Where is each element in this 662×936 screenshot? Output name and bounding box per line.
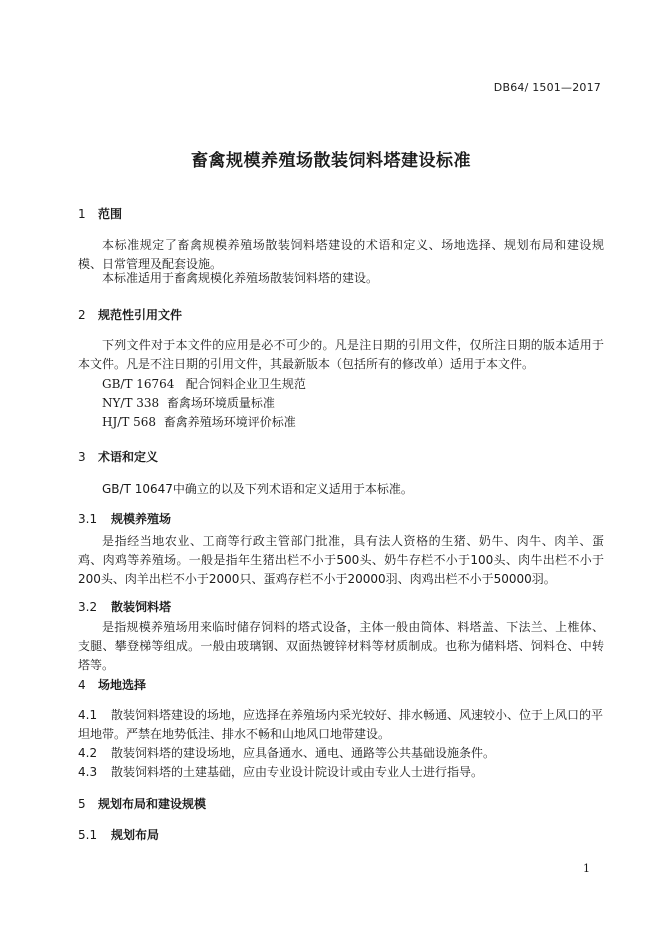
section-title: 术语和定义 — [98, 450, 159, 464]
section-2-heading — [78, 306, 182, 323]
section-1-paragraph-2: 本标准适用于畜禽规模化养殖场散装饲料塔的建设。 — [102, 271, 379, 285]
term-title: 规模养殖场 — [111, 512, 172, 526]
term-3-2-heading — [78, 598, 171, 615]
reference-code: NY/T 338 — [102, 396, 160, 410]
subsection-number: 5.1 — [78, 828, 98, 842]
section-3-paragraph-1: GB/T 10647中确立的以及下列术语和定义适用于本标准。 — [102, 482, 413, 496]
normative-reference — [102, 394, 275, 411]
normative-reference — [102, 375, 306, 392]
reference-title: 配合饲料企业卫生规范 — [185, 377, 306, 391]
term-3-2-definition: 是指规模养殖场用来临时储存饲料的塔式设备，主体一般由筒体、料塔盖、下法兰、上椎体、支腿、攀登梯等组成。一般由玻璃钢、双面热镀锌材料等材质制成。也称为储料塔、饲料仓、中转塔等。 — [78, 620, 604, 672]
clause-number: 4.2 — [78, 746, 98, 760]
term-number: 3.1 — [78, 512, 98, 526]
document-title: 畜禽规模养殖场散装饲料塔建设标准 — [191, 151, 471, 171]
clause-4-2 — [78, 744, 604, 763]
section-title: 场地选择 — [98, 678, 147, 692]
term-3-1-heading — [78, 510, 171, 527]
reference-code: GB/T 16764 — [102, 377, 175, 391]
section-3-heading — [78, 448, 158, 465]
section-title: 范围 — [98, 207, 123, 221]
reference-title: 畜禽养殖场环境评价标准 — [163, 415, 296, 429]
section-title: 规范性引用文件 — [98, 308, 183, 322]
reference-title: 畜禽场环境质量标准 — [166, 396, 275, 410]
standard-code: DB64/ 1501—2017 — [493, 81, 601, 94]
section-number: 2 — [78, 308, 86, 322]
page-number: 1 — [583, 862, 590, 875]
section-number: 1 — [78, 207, 86, 221]
section-number: 5 — [78, 797, 86, 811]
term-number: 3.2 — [78, 600, 98, 614]
reference-code: HJ/T 568 — [102, 415, 157, 429]
clause-4-1 — [78, 706, 604, 744]
clause-text: 散装饲料塔建设的场地，应选择在养殖场内采光较好、排水畅通、风速较小、位于上风口的平坦地带。严禁在地势低洼、排水不畅和山地风口地带建设。 — [78, 708, 604, 741]
clause-4-3 — [78, 763, 604, 782]
section-2-paragraph-1: 下列文件对于本文件的应用是必不可少的。凡是注日期的引用文件，仅所注日期的版本适用于本文件。凡是不注日期的引用文件，其最新版本（包括所有的修改单）适用于本文件。 — [78, 338, 604, 371]
clause-number: 4.1 — [78, 708, 98, 722]
term-title: 散装饲料塔 — [111, 600, 172, 614]
clause-text: 散装饲料塔的建设场地，应具备通水、通电、通路等公共基础设施条件。 — [111, 746, 496, 760]
section-4-heading — [78, 676, 146, 693]
clause-number: 4.3 — [78, 765, 98, 779]
clause-text: 散装饲料塔的土建基础，应由专业设计院设计或由专业人士进行指导。 — [111, 765, 484, 779]
section-number: 3 — [78, 450, 86, 464]
section-title: 规划布局和建设规模 — [98, 797, 207, 811]
section-1-heading — [78, 205, 122, 222]
term-3-1-definition: 是指经当地农业、工商等行政主管部门批准，具有法人资格的生猪、奶牛、肉牛、肉羊、蛋鸡、肉鸡等养殖场。一般是指年生猪出栏不小于500头、奶牛存栏不小于100头、肉牛出栏不小于200头、肉羊出栏不小于2000只、蛋鸡存栏不小于20000羽、肉鸡出栏不小于50000羽。 — [78, 534, 604, 586]
subsection-title: 规划布局 — [111, 828, 160, 842]
section-number: 4 — [78, 678, 86, 692]
normative-reference — [102, 413, 296, 430]
subsection-5-1-heading — [78, 826, 159, 843]
section-5-heading — [78, 795, 206, 812]
section-1-paragraph-1: 本标准规定了畜禽规模养殖场散装饲料塔建设的术语和定义、场地选择、规划布局和建设规模、日常管理及配套设施。 — [78, 238, 604, 271]
